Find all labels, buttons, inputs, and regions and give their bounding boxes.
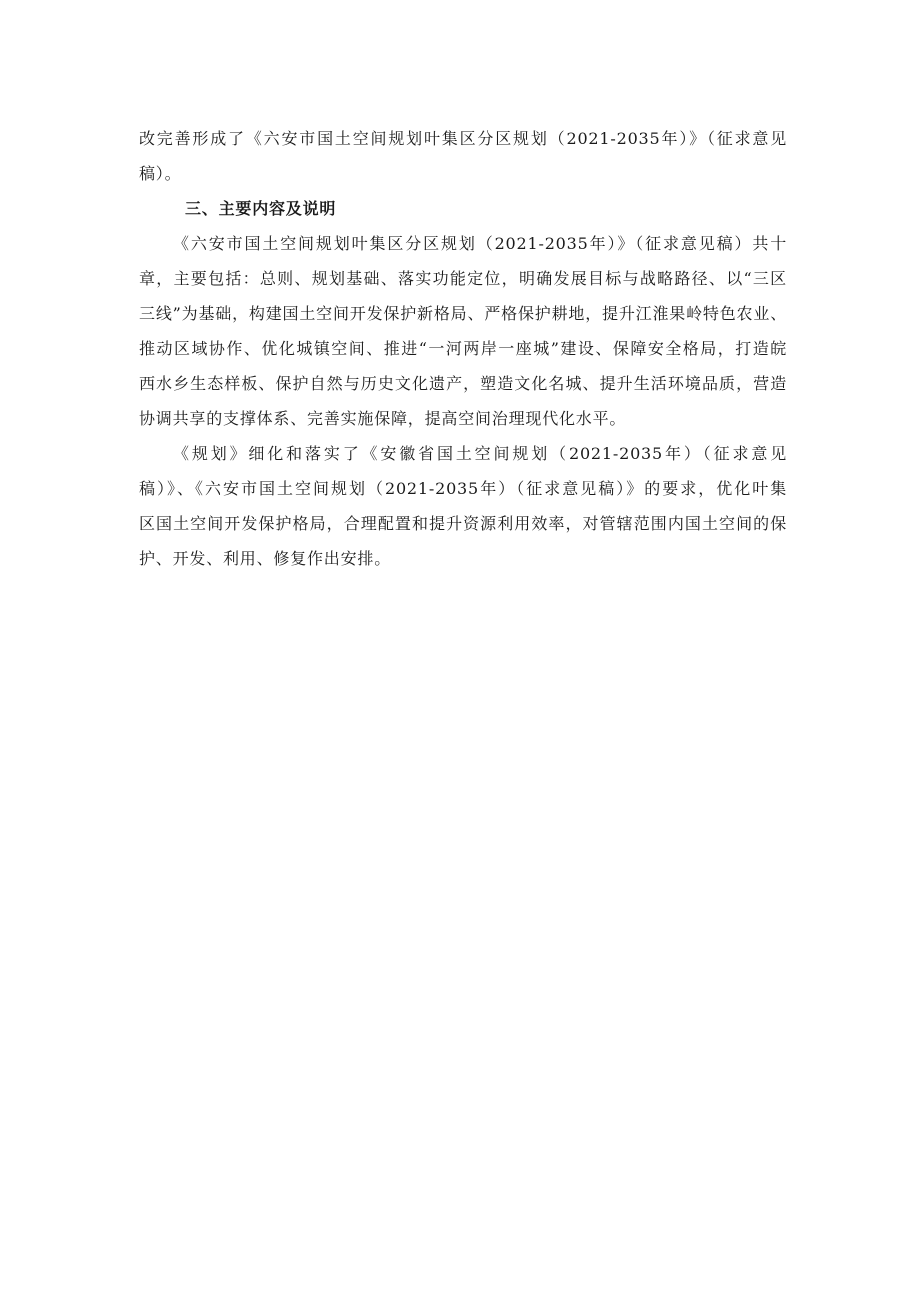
paragraph-2-line: 区国土空间开发保护格局，合理配置和提升资源利用效率，对管辖范围内国土空间的保 [139, 514, 787, 533]
document-body [139, 121, 787, 576]
paragraph-1-line: 西水乡生态样板、保护自然与历史文化遗产，塑造文化名城、提升生活环境品质，营造 [139, 374, 787, 393]
paragraph-1-line: 推动区域协作、优化城镇空间、推进“一河两岸一座城”建设、保障安全格局，打造皖 [139, 339, 787, 358]
intro-line: 稿）。 [139, 164, 182, 183]
intro-line: 改完善形成了《六安市国土空间规划叶集区分区规划（2021-2035年）》（征求意见 [139, 129, 787, 148]
paragraph-1-line: 章，主要包括：总则、规划基础、落实功能定位，明确发展目标与战略路径、以“三区 [139, 269, 787, 288]
paragraph-2-line: 《规划》细化和落实了《安徽省国土空间规划（2021-2035年）（征求意见 [173, 444, 787, 463]
paragraph-1-line: 三线”为基础，构建国土空间开发保护新格局、严格保护耕地，提升江淮果岭特色农业、 [139, 304, 787, 323]
paragraph-2-line: 护、开发、利用、修复作出安排。 [139, 549, 392, 568]
paragraph-2-line: 稿）》、《六安市国土空间规划（2021-2035年）（征求意见稿）》的要求，优化叶集 [139, 479, 787, 498]
paragraph-1-line: 协调共享的支撑体系、完善实施保障，提高空间治理现代化水平。 [139, 409, 627, 428]
section-heading: 三、主要内容及说明 [185, 199, 337, 218]
paragraph-1-line: 《六安市国土空间规划叶集区分区规划（2021-2035年）》（征求意见稿）共十 [173, 234, 787, 253]
